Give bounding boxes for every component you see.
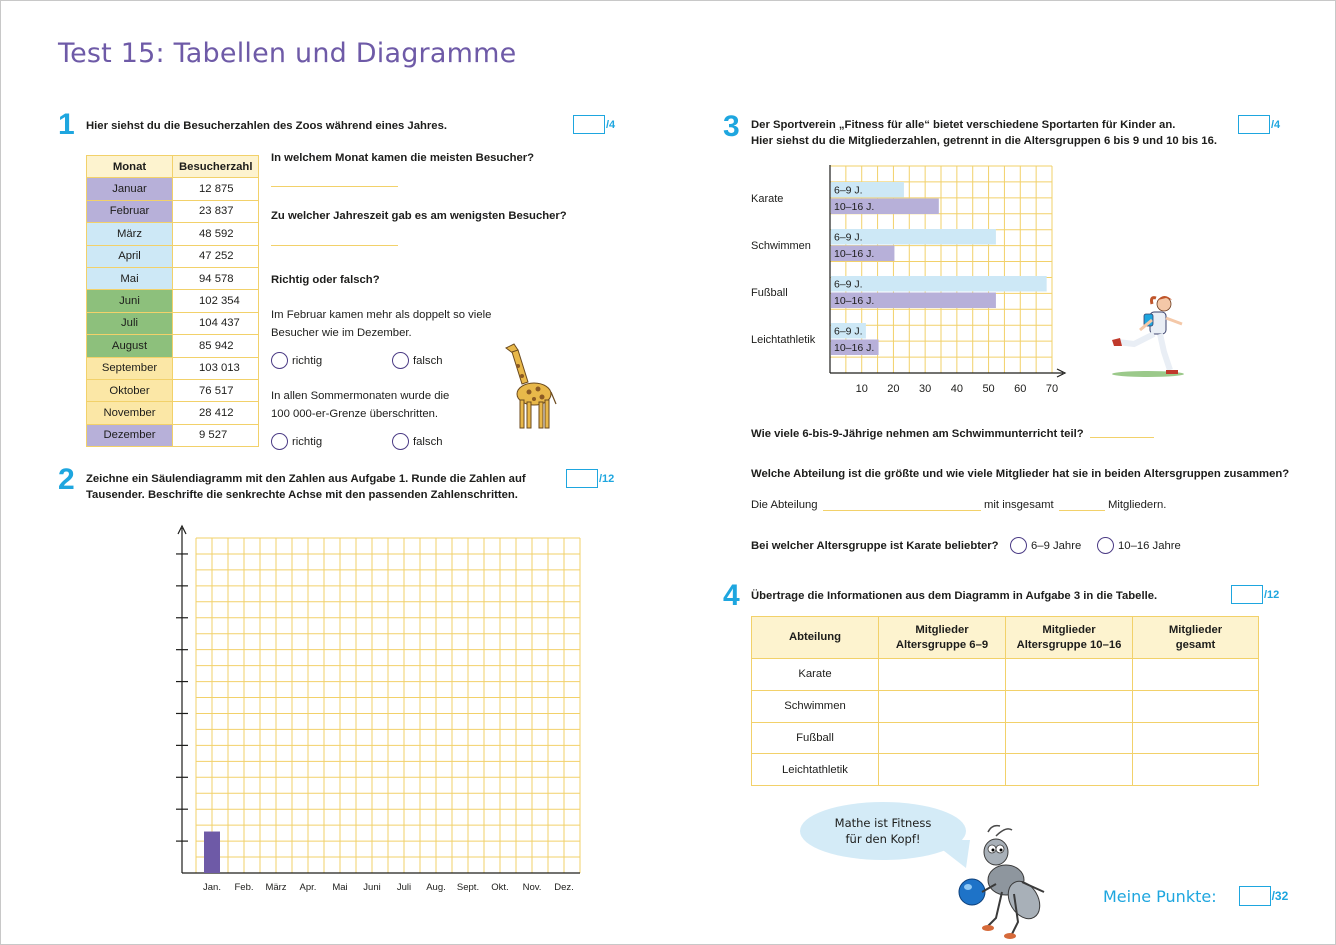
club-cell-input[interactable] — [879, 722, 1006, 754]
visitor-count: 28 412 — [173, 402, 259, 424]
header-line: Abteilung — [788, 631, 842, 643]
x-tick-label: 40 — [950, 383, 963, 395]
category-label: Karate — [751, 193, 784, 205]
statement-2-falsch[interactable] — [392, 433, 443, 450]
visitor-month: Mai — [87, 267, 173, 289]
statement-2-line-1: In allen Sommermonaten wurde die — [271, 390, 450, 402]
points-box[interactable] — [1239, 886, 1271, 906]
header-line: Mitglieder — [1168, 623, 1223, 636]
club-name: Fußball — [752, 722, 879, 754]
option-label: 10–16 Jahre — [1118, 539, 1181, 552]
statement-1-falsch[interactable] — [392, 352, 443, 369]
task-4-number: 4 — [723, 579, 740, 612]
task-3-question-1: Wie viele 6-bis-9-Jährige nehmen am Schwimmunterricht teil? — [751, 428, 1084, 440]
radio-circle[interactable] — [1010, 537, 1027, 554]
bar-series-label: 10–16 J. — [834, 342, 875, 354]
visitor-row — [87, 402, 259, 424]
task-2-score-max: /12 — [599, 472, 615, 485]
statement-1-line-1: Im Februar kamen mehr als doppelt so viele — [271, 309, 492, 321]
club-row — [752, 722, 1259, 754]
visitor-row — [87, 357, 259, 379]
task-3-question-3: Bei welcher Altersgruppe ist Karate beliebter? — [751, 540, 999, 552]
column-chart-grid[interactable] — [170, 520, 590, 895]
club-cell-input[interactable] — [1133, 722, 1259, 754]
task-2-instruction-line-2: Tausender. Beschrifte die senkrechte Achse mit den passenden Zahlenschritten. — [86, 489, 518, 501]
month-label: Aug. — [426, 882, 446, 893]
visitor-month: Januar — [87, 178, 173, 200]
header-line: gesamt — [1175, 638, 1216, 651]
fill-label-abteilung: Die Abteilung — [751, 499, 818, 511]
option-label: falsch — [413, 354, 443, 367]
visitor-row — [87, 312, 259, 334]
visitor-month: Juli — [87, 312, 173, 334]
task-1-question-2: Zu welcher Jahreszeit gab es am wenigsten Besucher? — [271, 210, 567, 222]
month-label: Jan. — [203, 882, 221, 893]
task-4-score-box[interactable] — [1231, 585, 1263, 604]
visitor-count: 104 437 — [173, 312, 259, 334]
club-name: Karate — [752, 659, 879, 691]
statement-2-richtig[interactable] — [271, 433, 322, 450]
x-tick-label: 50 — [982, 383, 995, 395]
task-4-score — [1231, 585, 1279, 604]
visitor-count: 103 013 — [173, 357, 259, 379]
club-cell-input[interactable] — [879, 690, 1006, 722]
visitor-row — [87, 379, 259, 401]
bar-series-label: 6–9 J. — [834, 184, 863, 197]
fill-label-mitgliedern: Mitgliedern. — [1108, 499, 1167, 511]
club-cell-input[interactable] — [1133, 659, 1259, 691]
month-label: Mai — [332, 882, 348, 893]
example-bar-january — [204, 832, 220, 873]
task-2-score — [566, 469, 614, 488]
task-1-question-3: Richtig oder falsch? — [271, 274, 380, 286]
bar-series-label: 6–9 J. — [834, 278, 863, 291]
membership-bar-chart — [745, 160, 1075, 400]
club-row — [752, 754, 1259, 786]
visitor-row — [87, 245, 259, 267]
bar-series-label: 10–16 J. — [834, 248, 875, 260]
visitor-header-count: Besucherzahl — [173, 156, 259, 178]
visitor-month: Oktober — [87, 379, 173, 401]
task-3-instruction-line-2: Hier siehst du die Mitgliederzahlen, getrennt in die Altersgruppen 6 bis 9 und 10 bis 16. — [751, 135, 1217, 147]
month-label: Apr. — [299, 882, 317, 893]
club-header-2 — [1006, 617, 1133, 659]
visitor-count: 9 527 — [173, 424, 259, 446]
x-tick-label: 60 — [1014, 383, 1027, 395]
task-3-score — [1238, 115, 1280, 134]
club-header-0 — [752, 617, 879, 659]
header-line: Altersgruppe 10–16 — [1016, 638, 1122, 651]
club-cell-input[interactable] — [1133, 754, 1259, 786]
club-cell-input[interactable] — [1006, 754, 1133, 786]
task-1-number: 1 — [58, 108, 75, 141]
option-label: richtig — [292, 354, 323, 367]
category-label: Leichtathletik — [751, 334, 816, 346]
x-tick-label: 70 — [1045, 383, 1059, 395]
visitor-month: März — [87, 223, 173, 245]
option-label: falsch — [413, 435, 443, 448]
visitor-row — [87, 178, 259, 200]
task-3-score-max: /4 — [1271, 118, 1281, 131]
answer-line-1[interactable] — [271, 186, 398, 187]
category-label: Schwimmen — [751, 240, 811, 252]
bubble-line-2: für den Kopf! — [845, 832, 921, 846]
month-label: Juli — [396, 882, 412, 893]
club-cell-input[interactable] — [879, 659, 1006, 691]
bar-series-label: 10–16 J. — [834, 295, 875, 307]
visitor-row — [87, 223, 259, 245]
visitor-row — [87, 267, 259, 289]
karate-option-6-9[interactable] — [1010, 537, 1081, 554]
club-cell-input[interactable] — [1006, 690, 1133, 722]
club-cell-input[interactable] — [879, 754, 1006, 786]
visitor-count: 47 252 — [173, 245, 259, 267]
bar-series-label: 6–9 J. — [834, 325, 863, 338]
visitor-count: 48 592 — [173, 223, 259, 245]
task-3-score-box[interactable] — [1238, 115, 1270, 134]
answer-line-swimming[interactable] — [1090, 437, 1154, 438]
visitor-row — [87, 335, 259, 357]
visitor-row — [87, 200, 259, 222]
x-tick-label: 10 — [855, 383, 868, 395]
category-label: Fußball — [751, 287, 788, 299]
answer-line-department[interactable] — [823, 510, 981, 511]
task-4-score-max: /12 — [1264, 588, 1280, 601]
total-points — [1103, 886, 1288, 906]
visitor-month: April — [87, 245, 173, 267]
task-1-score-box[interactable] — [573, 115, 605, 134]
radio-circle[interactable] — [271, 433, 288, 450]
task-1-instruction: Hier siehst du die Besucherzahlen des Zoos während eines Jahres. — [86, 120, 447, 132]
option-label: richtig — [292, 435, 323, 448]
month-label: Dez. — [554, 882, 574, 893]
visitor-month: August — [87, 335, 173, 357]
visitor-row — [87, 290, 259, 312]
bar-series-label: 6–9 J. — [834, 231, 863, 244]
club-name: Schwimmen — [752, 690, 879, 722]
task-3-question-2: Welche Abteilung ist die größte und wie viele Mitglieder hat sie in beiden Altersgruppen zusammen? — [751, 468, 1290, 480]
club-cell-input[interactable] — [1133, 690, 1259, 722]
visitor-month: Februar — [87, 200, 173, 222]
radio-circle[interactable] — [1097, 537, 1114, 554]
club-cell-input[interactable] — [1006, 722, 1133, 754]
header-line: Mitglieder — [915, 623, 969, 636]
visitor-count: 23 837 — [173, 200, 259, 222]
answer-line-total[interactable] — [1059, 510, 1105, 511]
giraffe-illustration — [496, 340, 558, 432]
month-label: Feb. — [234, 882, 254, 893]
task-2-instruction-line-1: Zeichne ein Säulendiagramm mit den Zahlen aus Aufgabe 1. Runde die Zahlen auf — [86, 473, 526, 485]
radio-circle[interactable] — [392, 352, 409, 369]
bubble-line-1: Mathe ist Fitness — [834, 816, 932, 830]
month-label: Okt. — [491, 882, 509, 893]
option-label: 6–9 Jahre — [1031, 539, 1082, 552]
statement-1-line-2: Besucher wie im Dezember. — [271, 327, 412, 339]
visitor-count: 85 942 — [173, 335, 259, 357]
visitor-month: November — [87, 402, 173, 424]
task-2-score-box[interactable] — [566, 469, 598, 488]
visitor-header-month: Monat — [87, 156, 173, 178]
page-title: Test 15: Tabellen und Diagramme — [58, 38, 517, 69]
task-4-instruction: Übertrage die Informationen aus dem Diagramm in Aufgabe 3 in die Tabelle. — [751, 590, 1158, 602]
karate-option-10-16[interactable] — [1097, 537, 1181, 554]
club-cell-input[interactable] — [1006, 659, 1133, 691]
month-label: Juni — [363, 882, 381, 893]
points-max: /32 — [1271, 889, 1289, 903]
header-line: Altersgruppe 6–9 — [895, 638, 989, 651]
x-tick-label: 30 — [919, 383, 932, 395]
statement-1-richtig[interactable] — [271, 352, 322, 369]
club-table — [751, 616, 1259, 786]
club-name: Leichtathletik — [752, 754, 879, 786]
visitor-count: 12 875 — [173, 178, 259, 200]
fill-label-insgesamt: mit insgesamt — [984, 499, 1054, 511]
visitor-count: 102 354 — [173, 290, 259, 312]
task-2-number: 2 — [58, 463, 75, 496]
visitor-month: September — [87, 357, 173, 379]
club-header-3 — [1133, 617, 1259, 659]
club-row — [752, 659, 1259, 691]
bar-fußball-0 — [831, 276, 1047, 292]
points-label: Meine Punkte: — [1103, 886, 1217, 906]
month-label: Sept. — [456, 882, 480, 893]
ant-mascot-illustration — [952, 822, 1052, 942]
x-tick-label: 20 — [887, 383, 900, 395]
radio-circle[interactable] — [271, 352, 288, 369]
answer-line-2[interactable] — [271, 245, 398, 246]
visitor-month: Juni — [87, 290, 173, 312]
task-1-score — [573, 115, 615, 134]
task-3-number: 3 — [723, 110, 740, 143]
statement-2-line-2: 100 000-er-Grenze überschritten. — [271, 408, 439, 420]
header-line: Mitglieder — [1042, 623, 1096, 636]
club-header-1 — [879, 617, 1006, 659]
month-label: März — [265, 882, 287, 893]
visitor-row — [87, 424, 259, 446]
visitor-count: 94 578 — [173, 267, 259, 289]
visitor-table — [86, 155, 259, 447]
task-1-score-max: /4 — [606, 118, 616, 131]
task-1-question-1: In welchem Monat kamen die meisten Besucher? — [271, 152, 535, 164]
task-3-instruction-line-1: Der Sportverein „Fitness für alle“ bietet verschiedene Sportarten für Kinder an. — [751, 119, 1176, 131]
bar-series-label: 10–16 J. — [834, 201, 875, 213]
club-row — [752, 690, 1259, 722]
visitor-count: 76 517 — [173, 379, 259, 401]
month-label: Nov. — [522, 882, 542, 893]
radio-circle[interactable] — [392, 433, 409, 450]
visitor-month: Dezember — [87, 424, 173, 446]
runner-illustration — [1106, 290, 1192, 380]
